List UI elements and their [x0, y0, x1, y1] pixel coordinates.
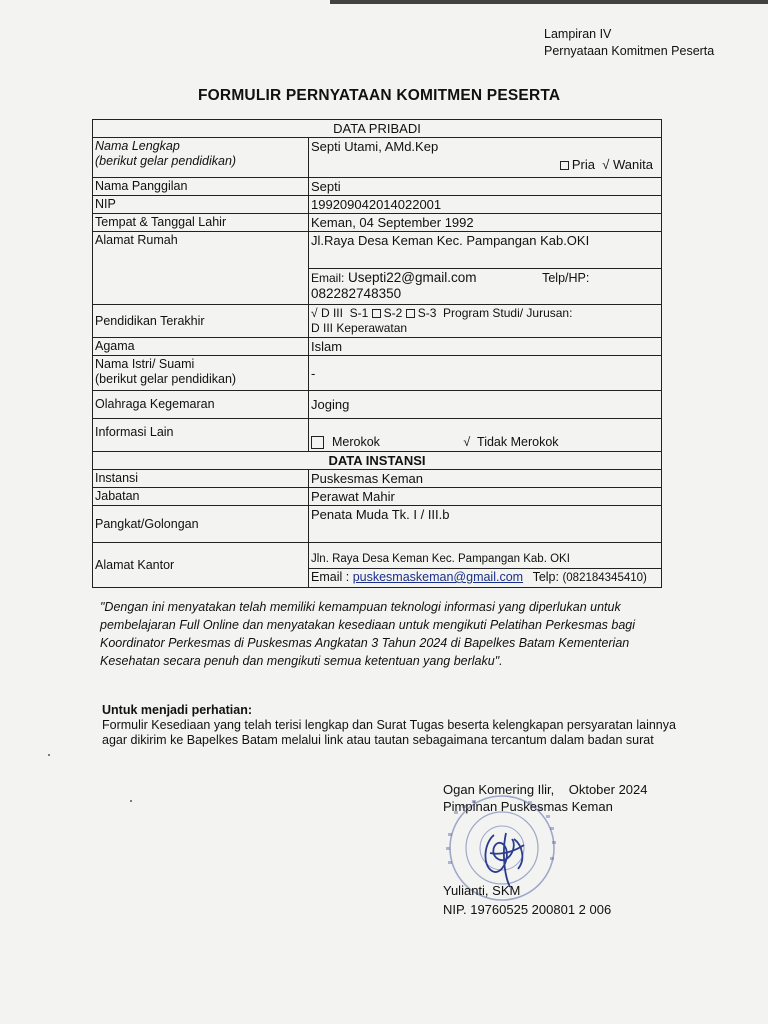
scan-edge-shadow [330, 0, 768, 4]
phone-value: 082282748350 [311, 286, 402, 301]
section-heading-personal: DATA PRIBADI [93, 120, 662, 138]
other-info-label: Informasi Lain [93, 419, 309, 452]
note-title: Untuk menjadi perhatian: [102, 703, 253, 717]
phone-label: Telp/HP: [542, 271, 590, 285]
spouse-label-line1: Nama Istri/ Suami [95, 357, 195, 371]
office-email-link[interactable]: puskesmaskeman@gmail.com [352, 570, 524, 584]
nip-label: NIP [93, 196, 309, 214]
position-label: Jabatan [93, 488, 309, 506]
sport-value: Joging [309, 391, 662, 419]
smoking-label: Merokok [332, 435, 380, 449]
full-name-label [93, 138, 309, 178]
spouse-value: - [309, 356, 662, 391]
checkbox-pria [560, 161, 569, 170]
note-body: Formulir Kesediaan yang telah terisi lengkap dan Surat Tugas beserta kelengkapan persyaratan lainnya agar dikirim ke Bapelkes Batam melalui link atau tautan sebagaimana tercantum dalam badan surat [102, 718, 676, 747]
study-program-value: D III Keperawatan [311, 321, 408, 335]
religion-label: Agama [93, 338, 309, 356]
section-heading-institution: DATA INSTANSI [93, 452, 662, 470]
office-address-label: Alamat Kantor [93, 543, 309, 588]
religion-value: Islam [309, 338, 662, 356]
email-value: Usepti22@gmail.com [347, 270, 477, 285]
education-s3: S-3 [417, 306, 437, 320]
signer-nip: NIP. 19760525 200801 2 006 [443, 902, 612, 917]
institution-value: Puskesmas Keman [309, 470, 662, 488]
gender-options [311, 157, 659, 172]
signature-position: Pimpinan Puskesmas Keman [443, 799, 613, 814]
office-address-value: Jln. Raya Desa Keman Kec. Pampangan Kab. OKI [309, 543, 662, 569]
row-full-name [93, 138, 662, 178]
signature-place-date: Ogan Komering Ilir, Oktober 2024 [443, 782, 648, 797]
position-value: Perawat Mahir [309, 488, 662, 506]
signature-block [443, 781, 648, 815]
attachment-number: Lampiran IV [544, 27, 612, 41]
birth-label: Tempat & Tanggal Lahir [93, 214, 309, 232]
education-d3: D III [320, 306, 343, 320]
check-mark: √ [602, 157, 610, 172]
checkbox-s2 [372, 309, 381, 318]
full-name-value: Septi Utami, AMd.Kep [311, 139, 439, 154]
institution-label: Instansi [93, 470, 309, 488]
gender-pria-label: Pria [571, 157, 596, 172]
education-s2: S-2 [383, 306, 403, 320]
check-mark: √ [311, 306, 318, 320]
study-program-label: Program Studi/ Jurusan: [443, 306, 573, 320]
document-title: FORMULIR PERNYATAAN KOMITMEN PESERTA [198, 87, 561, 104]
gender-wanita-label: Wanita [613, 157, 653, 172]
home-address-label: Alamat Rumah [93, 232, 309, 305]
rank-label: Pangkat/Golongan [93, 506, 309, 543]
non-smoking-label: Tidak Merokok [477, 435, 559, 449]
full-name-label-line2: (berikut gelar pendidikan) [95, 154, 237, 168]
spouse-label-line2: (berikut gelar pendidikan) [95, 372, 237, 386]
education-value-cell [309, 305, 662, 338]
birth-value: Keman, 04 September 1992 [309, 214, 662, 232]
email-label: Email: [311, 271, 345, 285]
check-mark: √ [463, 435, 471, 449]
rank-value: Penata Muda Tk. I / III.b [309, 506, 662, 543]
scan-speck [48, 754, 50, 756]
other-info-value [309, 419, 662, 452]
signer-details [443, 881, 611, 919]
spouse-label [93, 356, 309, 391]
sport-label: Olahraga Kegemaran [93, 391, 309, 419]
commitment-statement: "Dengan ini menyatakan telah memiliki kemampuan teknologi informasi yang diperlukan untuk pembelajaran Full Online dan menyatakan kesediaan untuk mengikuti Pelatihan Perkesmas bagi Koordinator Perkesmas di Puskesmas Angkatan 3 Tahun 2024 di Bapelkes Batam Kementerian Kesehatan secara penuh dan mengikuti semua ketentuan yang berlaku". [100, 600, 636, 668]
checkbox-s3 [406, 309, 415, 318]
education-s1: S-1 [349, 306, 369, 320]
home-address-value: Jl.Raya Desa Keman Kec. Pampangan Kab.OKI [309, 232, 662, 269]
nickname-value: Septi [309, 178, 662, 196]
nip-value: 199209042014022001 [309, 196, 662, 214]
checkbox-smoking [311, 436, 324, 449]
full-name-label-line1: Nama Lengkap [95, 139, 180, 153]
nickname-label: Nama Panggilan [93, 178, 309, 196]
full-name-value-cell [309, 138, 662, 178]
education-label: Pendidikan Terakhir [93, 305, 309, 338]
office-email-label: Email : [311, 570, 350, 584]
home-contact-cell [309, 269, 662, 305]
office-phone-value: (082184345410) [562, 572, 647, 584]
attachment-label [544, 26, 714, 60]
scan-speck [130, 800, 132, 802]
form-table [92, 119, 662, 588]
signer-name: Yulianti, SKM [443, 883, 521, 898]
attachment-subject: Pernyataan Komitmen Peserta [544, 44, 715, 58]
office-phone-label: Telp: [532, 570, 559, 584]
office-contact-cell [309, 569, 662, 588]
